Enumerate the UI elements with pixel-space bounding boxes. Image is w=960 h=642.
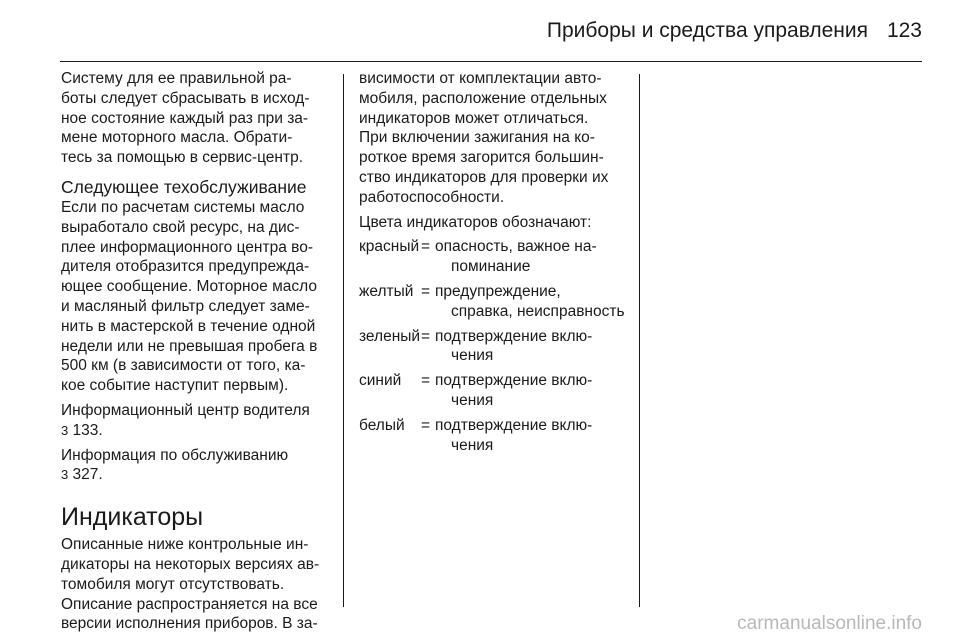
text-line: Описанные ниже контрольные ин-: [61, 536, 309, 554]
legend-equals: =: [421, 327, 431, 345]
text-line: 500 км (в зависимости от того, ка-: [61, 357, 306, 375]
indicator-color-legend: [359, 237, 627, 455]
legend-meaning: [435, 237, 627, 277]
reference-page: [61, 465, 329, 485]
header-rule: [60, 61, 922, 62]
text-line: При включении зажигания на ко-: [359, 129, 595, 147]
reference-page-number: 133.: [72, 421, 103, 439]
page-number: 123: [886, 19, 922, 42]
text-line: Систему для ее правильной ра-: [61, 70, 292, 87]
legend-meaning: [435, 282, 627, 322]
legend-row-blue: [359, 371, 627, 411]
text-line: Цвета индикаторов обозначают:: [359, 213, 592, 231]
reference-page-number: 327.: [72, 466, 103, 484]
text-line: работоспособности.: [359, 188, 505, 206]
legend-meaning-line: чения: [451, 391, 494, 409]
text-line: кое событие наступит первым).: [61, 377, 289, 395]
reference-text: Информация по обслуживанию: [61, 446, 289, 464]
right-column: [359, 69, 627, 460]
text-line: дителя отобразится предупрежда-: [61, 258, 310, 276]
reference-service-info: [61, 446, 329, 486]
legend-row-white: [359, 416, 627, 456]
text-line: ющее сообщение. Моторное масло: [61, 278, 317, 296]
next-service-paragraph: [61, 198, 329, 396]
reference-text: Информационный центр водителя: [61, 401, 310, 419]
text-line: мене моторного масла. Обрати-: [61, 129, 293, 147]
legend-meaning-line: опасность, важное на-: [435, 238, 597, 256]
text-line: боты следует сбрасывать в исход-: [61, 89, 310, 107]
legend-meaning-line: подтверждение вклю-: [435, 327, 593, 345]
legend-meaning-line: подтверждение вклю-: [435, 416, 593, 434]
text-line: версии исполнения приборов. В за-: [61, 615, 318, 633]
text-line: дикаторы на некоторых версиях ав-: [61, 555, 320, 573]
legend-meaning-line: предупреждение,: [435, 282, 561, 300]
legend-color-name: желтый: [359, 282, 414, 300]
legend-meaning-line: чения: [451, 436, 494, 454]
reference-driver-info-center: [61, 401, 329, 441]
text-line: томобиля могут отсутствовать.: [61, 575, 285, 593]
legend-meaning: [435, 371, 627, 411]
legend-row-yellow: [359, 282, 627, 322]
legend-meaning-line: справка, неисправность: [451, 302, 625, 320]
legend-row-green: [359, 327, 627, 367]
legend-equals: =: [421, 282, 431, 300]
legend-meaning: [435, 416, 627, 456]
legend-row-red: [359, 237, 627, 277]
legend-equals: =: [421, 372, 431, 390]
legend-equals: =: [421, 416, 431, 434]
legend-meaning-line: поминание: [451, 258, 531, 276]
text-line: Если по расчетам системы масло: [61, 198, 305, 216]
legend-color-name: синий: [359, 372, 402, 390]
intro-paragraph: [61, 69, 329, 168]
text-line: Описание распространяется на все: [61, 595, 318, 613]
watermark: carmanualsonline.info: [737, 613, 922, 634]
text-line: мобиля, расположение отдельных: [359, 89, 607, 107]
legend-equals: =: [421, 238, 431, 256]
legend-color-name: красный: [359, 238, 420, 256]
legend-meaning-line: чения: [451, 347, 494, 365]
column-divider: [639, 74, 640, 607]
indicators-continued-paragraph: [359, 69, 627, 208]
indicators-paragraph: [61, 535, 329, 634]
legend-color-name: белый: [359, 416, 405, 434]
page-reference-arrow-icon: 3: [61, 422, 69, 438]
legend-meaning: [435, 327, 627, 367]
page-reference-arrow-icon: 3: [61, 467, 69, 483]
text-line: плее информационного центра во-: [61, 238, 313, 256]
legend-meaning-line: подтверждение вклю-: [435, 372, 593, 390]
indicators-heading: Индикаторы: [61, 503, 204, 532]
text-line: и масляный фильтр следует заме-: [61, 297, 310, 315]
text-line: индикаторов может отличаться.: [359, 109, 589, 127]
left-column: [61, 69, 329, 639]
text-line: ство индикаторов для проверки их: [359, 168, 609, 186]
colors-intro: [359, 213, 627, 233]
legend-color-name: зеленый: [359, 327, 421, 345]
reference-page: [61, 421, 329, 441]
text-line: висимости от комплектации авто-: [359, 70, 602, 87]
text-line: недели или не превышая пробега в: [61, 337, 318, 355]
page-title: Приборы и средства управления: [546, 19, 868, 42]
column-divider: [343, 74, 344, 607]
text-line: выработало свой ресурс, на дис-: [61, 218, 300, 236]
next-service-heading: Следующее техобслуживание: [61, 176, 307, 197]
text-line: нить в мастерской в течение одной: [61, 317, 316, 335]
text-line: тесь за помощью в сервис-центр.: [61, 149, 304, 167]
text-line: ное состояние каждый раз при за-: [61, 109, 309, 127]
text-line: роткое время загорится большин-: [359, 149, 604, 167]
